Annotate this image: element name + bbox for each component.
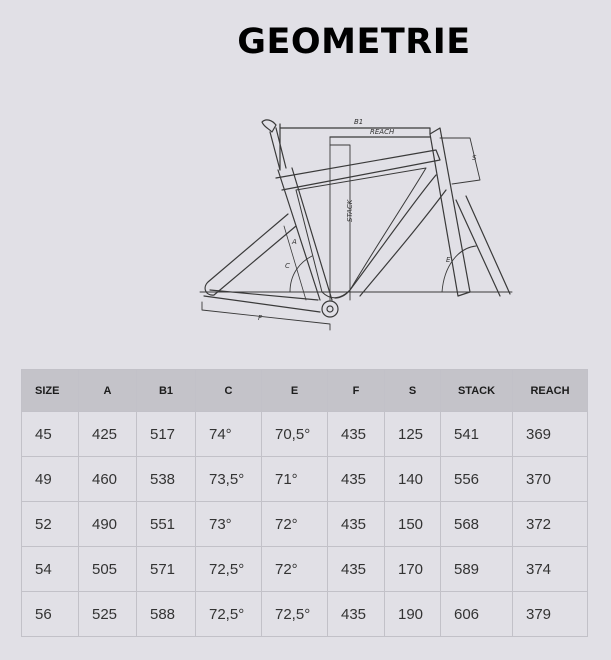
saddle-outline <box>262 120 276 132</box>
cell-e: 72° <box>262 547 328 592</box>
cell-s: 150 <box>385 502 441 547</box>
b1-dimension-line <box>280 128 430 134</box>
cell-c: 72,5° <box>196 547 262 592</box>
cell-b1: 538 <box>137 457 196 502</box>
seatpost-outline <box>270 128 286 170</box>
cell-s: 190 <box>385 592 441 637</box>
cell-f: 435 <box>328 502 385 547</box>
cell-stack: 541 <box>441 412 513 457</box>
cell-stack: 568 <box>441 502 513 547</box>
table-row <box>22 412 588 457</box>
header-s: S <box>385 370 441 412</box>
cell-stack: 589 <box>441 547 513 592</box>
cell-size: 45 <box>22 412 79 457</box>
label-f: F <box>258 314 263 322</box>
cell-b1: 571 <box>137 547 196 592</box>
cell-c: 73,5° <box>196 457 262 502</box>
header-reach: REACH <box>513 370 588 412</box>
cell-a: 490 <box>79 502 137 547</box>
label-stack: STACK <box>346 199 354 222</box>
cell-c: 74° <box>196 412 262 457</box>
cell-stack: 606 <box>441 592 513 637</box>
cell-e: 71° <box>262 457 328 502</box>
cell-e: 72° <box>262 502 328 547</box>
header-b1: B1 <box>137 370 196 412</box>
seat-stay-outline <box>205 214 296 295</box>
cell-e: 70,5° <box>262 412 328 457</box>
header-size: SIZE <box>22 370 79 412</box>
label-reach: REACH <box>370 128 395 136</box>
cell-e: 72,5° <box>262 592 328 637</box>
cell-reach: 372 <box>513 502 588 547</box>
cell-size: 49 <box>22 457 79 502</box>
cell-reach: 369 <box>513 412 588 457</box>
chain-stay-outline <box>204 290 320 312</box>
frame-geometry-diagram <box>190 108 520 340</box>
cell-s: 140 <box>385 457 441 502</box>
header-stack: STACK <box>441 370 513 412</box>
cell-a: 425 <box>79 412 137 457</box>
cell-size: 56 <box>22 592 79 637</box>
cell-a: 505 <box>79 547 137 592</box>
cell-s: 170 <box>385 547 441 592</box>
cell-f: 435 <box>328 592 385 637</box>
cell-c: 72,5° <box>196 592 262 637</box>
cell-reach: 379 <box>513 592 588 637</box>
cell-f: 435 <box>328 547 385 592</box>
label-e: E <box>446 256 451 264</box>
table-row <box>22 457 588 502</box>
fork-outline <box>456 196 510 296</box>
header-f: F <box>328 370 385 412</box>
table-row <box>22 547 588 592</box>
head-tube-outline <box>430 128 470 296</box>
header-c: C <box>196 370 262 412</box>
label-b1: B1 <box>354 118 364 126</box>
label-s: S <box>472 154 477 162</box>
cell-size: 54 <box>22 547 79 592</box>
table-header-row <box>22 370 588 412</box>
table-row <box>22 502 588 547</box>
frame-diagram-svg <box>190 108 520 340</box>
angle-c-arc <box>290 256 312 292</box>
cell-a: 525 <box>79 592 137 637</box>
cell-s: 125 <box>385 412 441 457</box>
cell-a: 460 <box>79 457 137 502</box>
cell-c: 73° <box>196 502 262 547</box>
down-tube-outline <box>335 175 446 298</box>
cell-reach: 370 <box>513 457 588 502</box>
cell-b1: 551 <box>137 502 196 547</box>
label-a: A <box>292 238 297 246</box>
cell-stack: 556 <box>441 457 513 502</box>
cell-f: 435 <box>328 457 385 502</box>
table-row <box>22 592 588 637</box>
front-triangle-inner <box>296 168 426 298</box>
cell-b1: 588 <box>137 592 196 637</box>
cell-f: 435 <box>328 412 385 457</box>
angle-e-arc <box>442 246 476 292</box>
geometry-table <box>21 369 588 637</box>
header-a: A <box>79 370 137 412</box>
bottom-bracket <box>322 301 338 317</box>
cell-size: 52 <box>22 502 79 547</box>
cell-b1: 517 <box>137 412 196 457</box>
header-e: E <box>262 370 328 412</box>
cell-reach: 374 <box>513 547 588 592</box>
label-c: C <box>285 262 290 270</box>
page-title: GEOMETRIE <box>237 22 471 62</box>
f-dimension-line <box>202 302 330 330</box>
